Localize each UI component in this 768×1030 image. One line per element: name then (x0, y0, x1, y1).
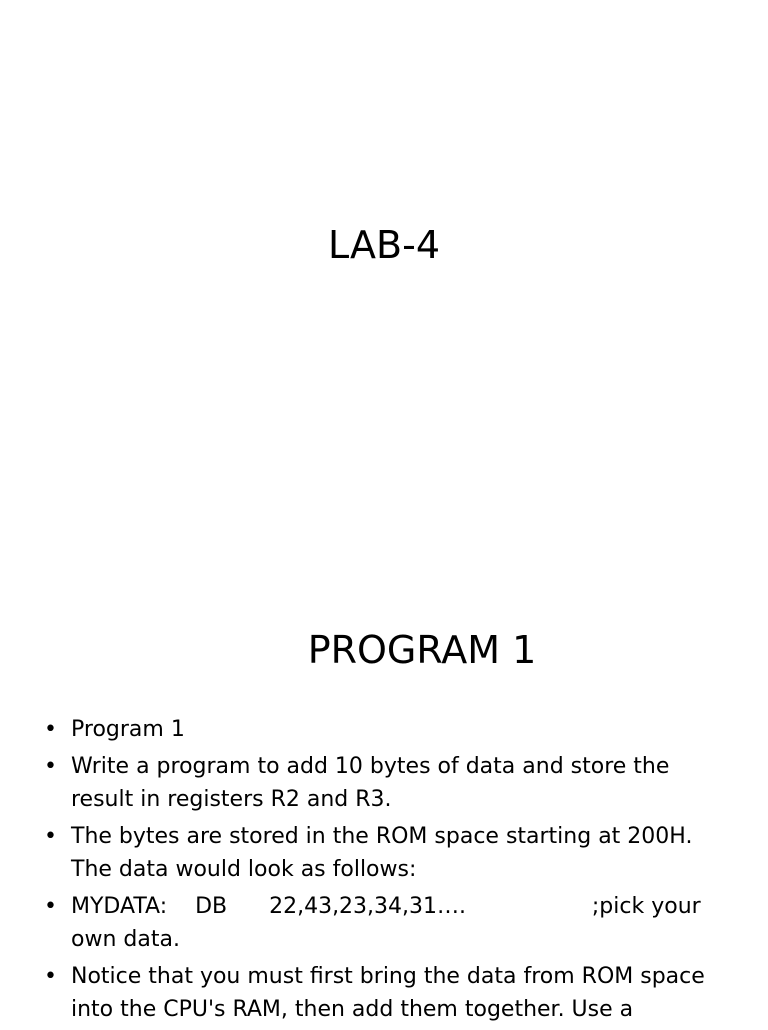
bullet-icon: • (44, 894, 57, 919)
bullet-list (0, 713, 768, 1030)
bullet-icon: • (44, 824, 57, 849)
bullet-icon: • (44, 754, 57, 779)
slide-title: LAB-4 (328, 223, 440, 267)
bullet-icon: • (44, 964, 57, 989)
bullet-text: Write a program to add 10 bytes of data and store the result in registers R2 and R3. (71, 754, 670, 812)
bullet-item (0, 890, 768, 956)
program-title: PROGRAM 1 (307, 628, 537, 672)
bullet-item (0, 820, 768, 886)
bullet-item (0, 713, 768, 746)
bullet-text: MYDATA: DB 22,43,23,34,31…. ;pick your own data. (71, 894, 708, 952)
bullet-text: Notice that you must first bring the data from ROM space into the CPU's RAM, then add them together. Use a (71, 964, 705, 1022)
bullet-text: The bytes are stored in the ROM space starting at 200H. The data would look as follows: (71, 824, 693, 882)
bullet-icon: • (44, 717, 57, 742)
bullet-text: Program 1 (71, 717, 185, 742)
bullet-item (0, 750, 768, 816)
bullet-item (0, 960, 768, 1026)
